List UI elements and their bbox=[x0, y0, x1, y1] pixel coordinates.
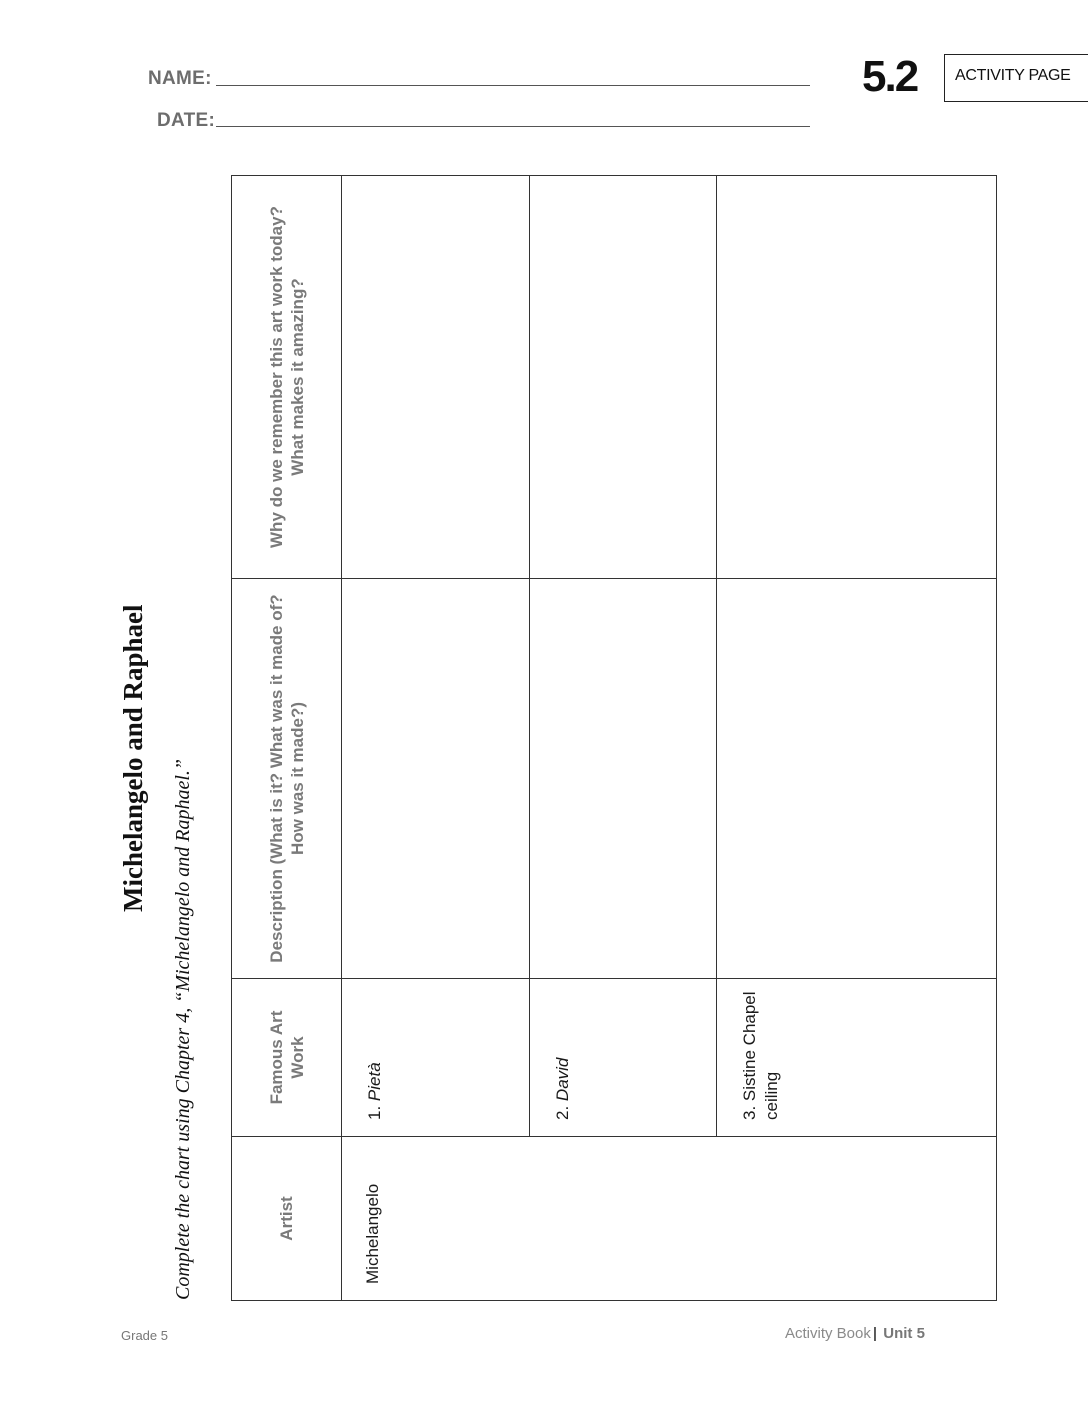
work-name: David bbox=[552, 1057, 572, 1102]
table-row bbox=[529, 176, 717, 1301]
why-cell[interactable] bbox=[529, 176, 717, 579]
footer-book-title: Activity Book bbox=[785, 1325, 871, 1342]
footer-grade: Grade 5 bbox=[121, 1328, 168, 1343]
work-cell bbox=[529, 979, 717, 1137]
name-label: NAME: bbox=[148, 68, 212, 89]
work-number: 1. bbox=[365, 1105, 384, 1120]
table-row bbox=[717, 176, 997, 1301]
footer-book bbox=[785, 1325, 925, 1342]
date-label: DATE: bbox=[157, 110, 216, 131]
chart-table-wrapper bbox=[231, 176, 997, 1301]
art-chart-table bbox=[231, 175, 997, 1301]
work-name: Pietà bbox=[365, 1062, 384, 1102]
header-famous-art-work: Famous Art Work bbox=[232, 979, 342, 1137]
description-cell[interactable] bbox=[717, 579, 997, 979]
artist-cell bbox=[342, 1137, 997, 1301]
why-cell[interactable] bbox=[342, 176, 530, 579]
activity-page-label: ACTIVITY PAGE bbox=[955, 67, 1071, 84]
page-title: Michelangelo and Raphael bbox=[118, 604, 148, 912]
description-cell[interactable] bbox=[529, 579, 717, 979]
header-description: Description (What is it? What was it made of? How was it made?) bbox=[232, 579, 342, 979]
instructions: Complete the chart using Chapter 4, “Michelangelo and Raphael.” bbox=[172, 758, 194, 1300]
footer-unit: Unit 5 bbox=[883, 1325, 925, 1342]
artist-name: Michelangelo bbox=[363, 1183, 382, 1284]
why-cell[interactable] bbox=[717, 176, 997, 579]
description-cell[interactable] bbox=[342, 579, 530, 979]
work-number: 3. bbox=[740, 1105, 760, 1120]
activity-page-badge bbox=[944, 54, 1088, 102]
name-line[interactable] bbox=[216, 85, 810, 86]
work-cell bbox=[717, 979, 997, 1137]
work-name: Sistine Chapel ceiling bbox=[740, 991, 782, 1120]
table-header-row bbox=[232, 176, 342, 1301]
activity-number: 5.2 bbox=[862, 52, 918, 101]
header-why-remember: Why do we remember this art work today? What makes it amazing? bbox=[232, 176, 342, 579]
footer-separator: | bbox=[872, 1325, 878, 1342]
header-artist: Artist bbox=[232, 1137, 342, 1301]
work-cell bbox=[342, 979, 530, 1137]
table-row bbox=[342, 176, 530, 1301]
work-number: 2. bbox=[552, 1105, 572, 1120]
date-line[interactable] bbox=[216, 126, 810, 127]
